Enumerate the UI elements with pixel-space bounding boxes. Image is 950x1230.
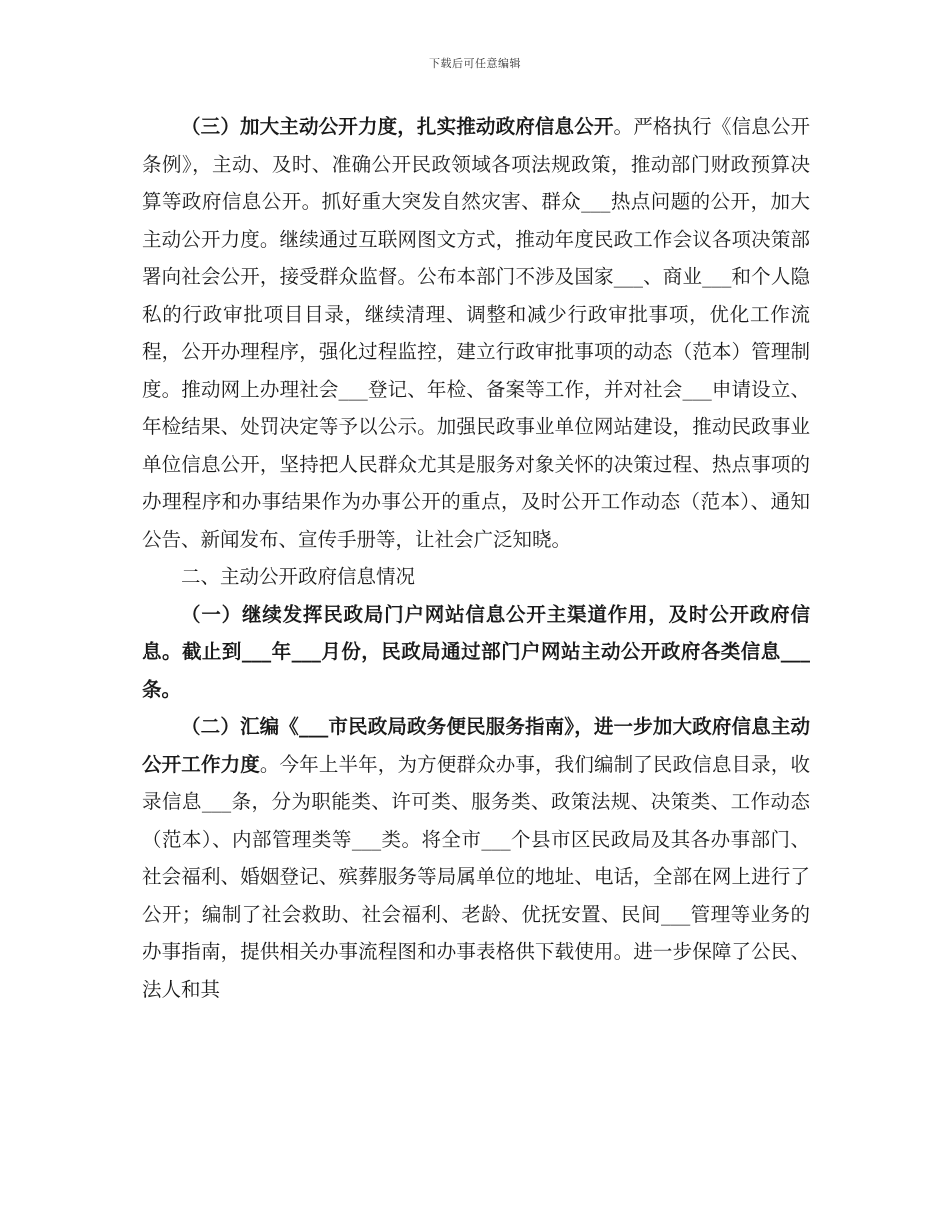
- paragraph-subsection-1: [142, 596, 810, 709]
- paragraph-heading: （一）继续发挥民政局门户网站信息公开主渠道作用，及时公开政府信息。截止到___年___月份，民政局通过部门户网站主动公开政府各类信息___条。: [142, 602, 810, 701]
- paragraph-heading: （三）加大主动公开力度，扎实推动政府信息公开: [181, 115, 614, 138]
- paragraph-text: 。今年上半年，为方便群众办事，我们编制了民政信息目录，收录信息___条，分为职能类、许可类、服务类、政策法规、决策类、工作动态（范本）、内部管理类等___类。将全市___个县市区民政局及其各办事部门、社会福利、婚姻登记、殡葬服务等局属单位的地址、电话，全部在网上进行了公开；编制了社会救助、社会福利、老龄、优抚安置、民间___管理等业务的办事指南，提供相关办事流程图和办事表格供下载使用。进一步保障了公民、法人和其: [142, 752, 810, 1001]
- section-heading-text: 二、主动公开政府信息情况: [181, 565, 416, 588]
- paragraph-section-3: [142, 108, 810, 558]
- document-body: [142, 108, 810, 1008]
- page-header-note: 下载后可任意编辑: [429, 57, 521, 70]
- paragraph-subsection-2: [142, 708, 810, 1008]
- section-heading-2: [142, 558, 810, 596]
- paragraph-text: 。严格执行《信息公开条例》，主动、及时、准确公开民政领域各项法规政策，推动部门财政预算决算等政府信息公开。抓好重大突发自然灾害、群众___热点问题的公开，加大主动公开力度。继续通过互联网图文方式，推动年度民政工作会议各项决策部署向社会公开，接受群众监督。公布本部门不涉及国家___、商业___和个人隐私的行政审批项目目录，继续清理、调整和减少行政审批事项，优化工作流程，公开办理程序，强化过程监控，建立行政审批事项的动态（范本）管理制度。推动网上办理社会___登记、年检、备案等工作，并对社会___申请设立、年检结果、处罚决定等予以公示。加强民政事业单位网站建设，推动民政事业单位信息公开，坚持把人民群众尤其是服务对象关怀的决策过程、热点事项的办理程序和办事结果作为办事公开的重点，及时公开工作动态（范本）、通知公告、新闻发布、宣传手册等，让社会广泛知晓。: [142, 115, 810, 551]
- paragraph-heading: （二）汇编《___市民政局政务便民服务指南》，进一步加大政府信息主动公开工作力度: [142, 715, 810, 776]
